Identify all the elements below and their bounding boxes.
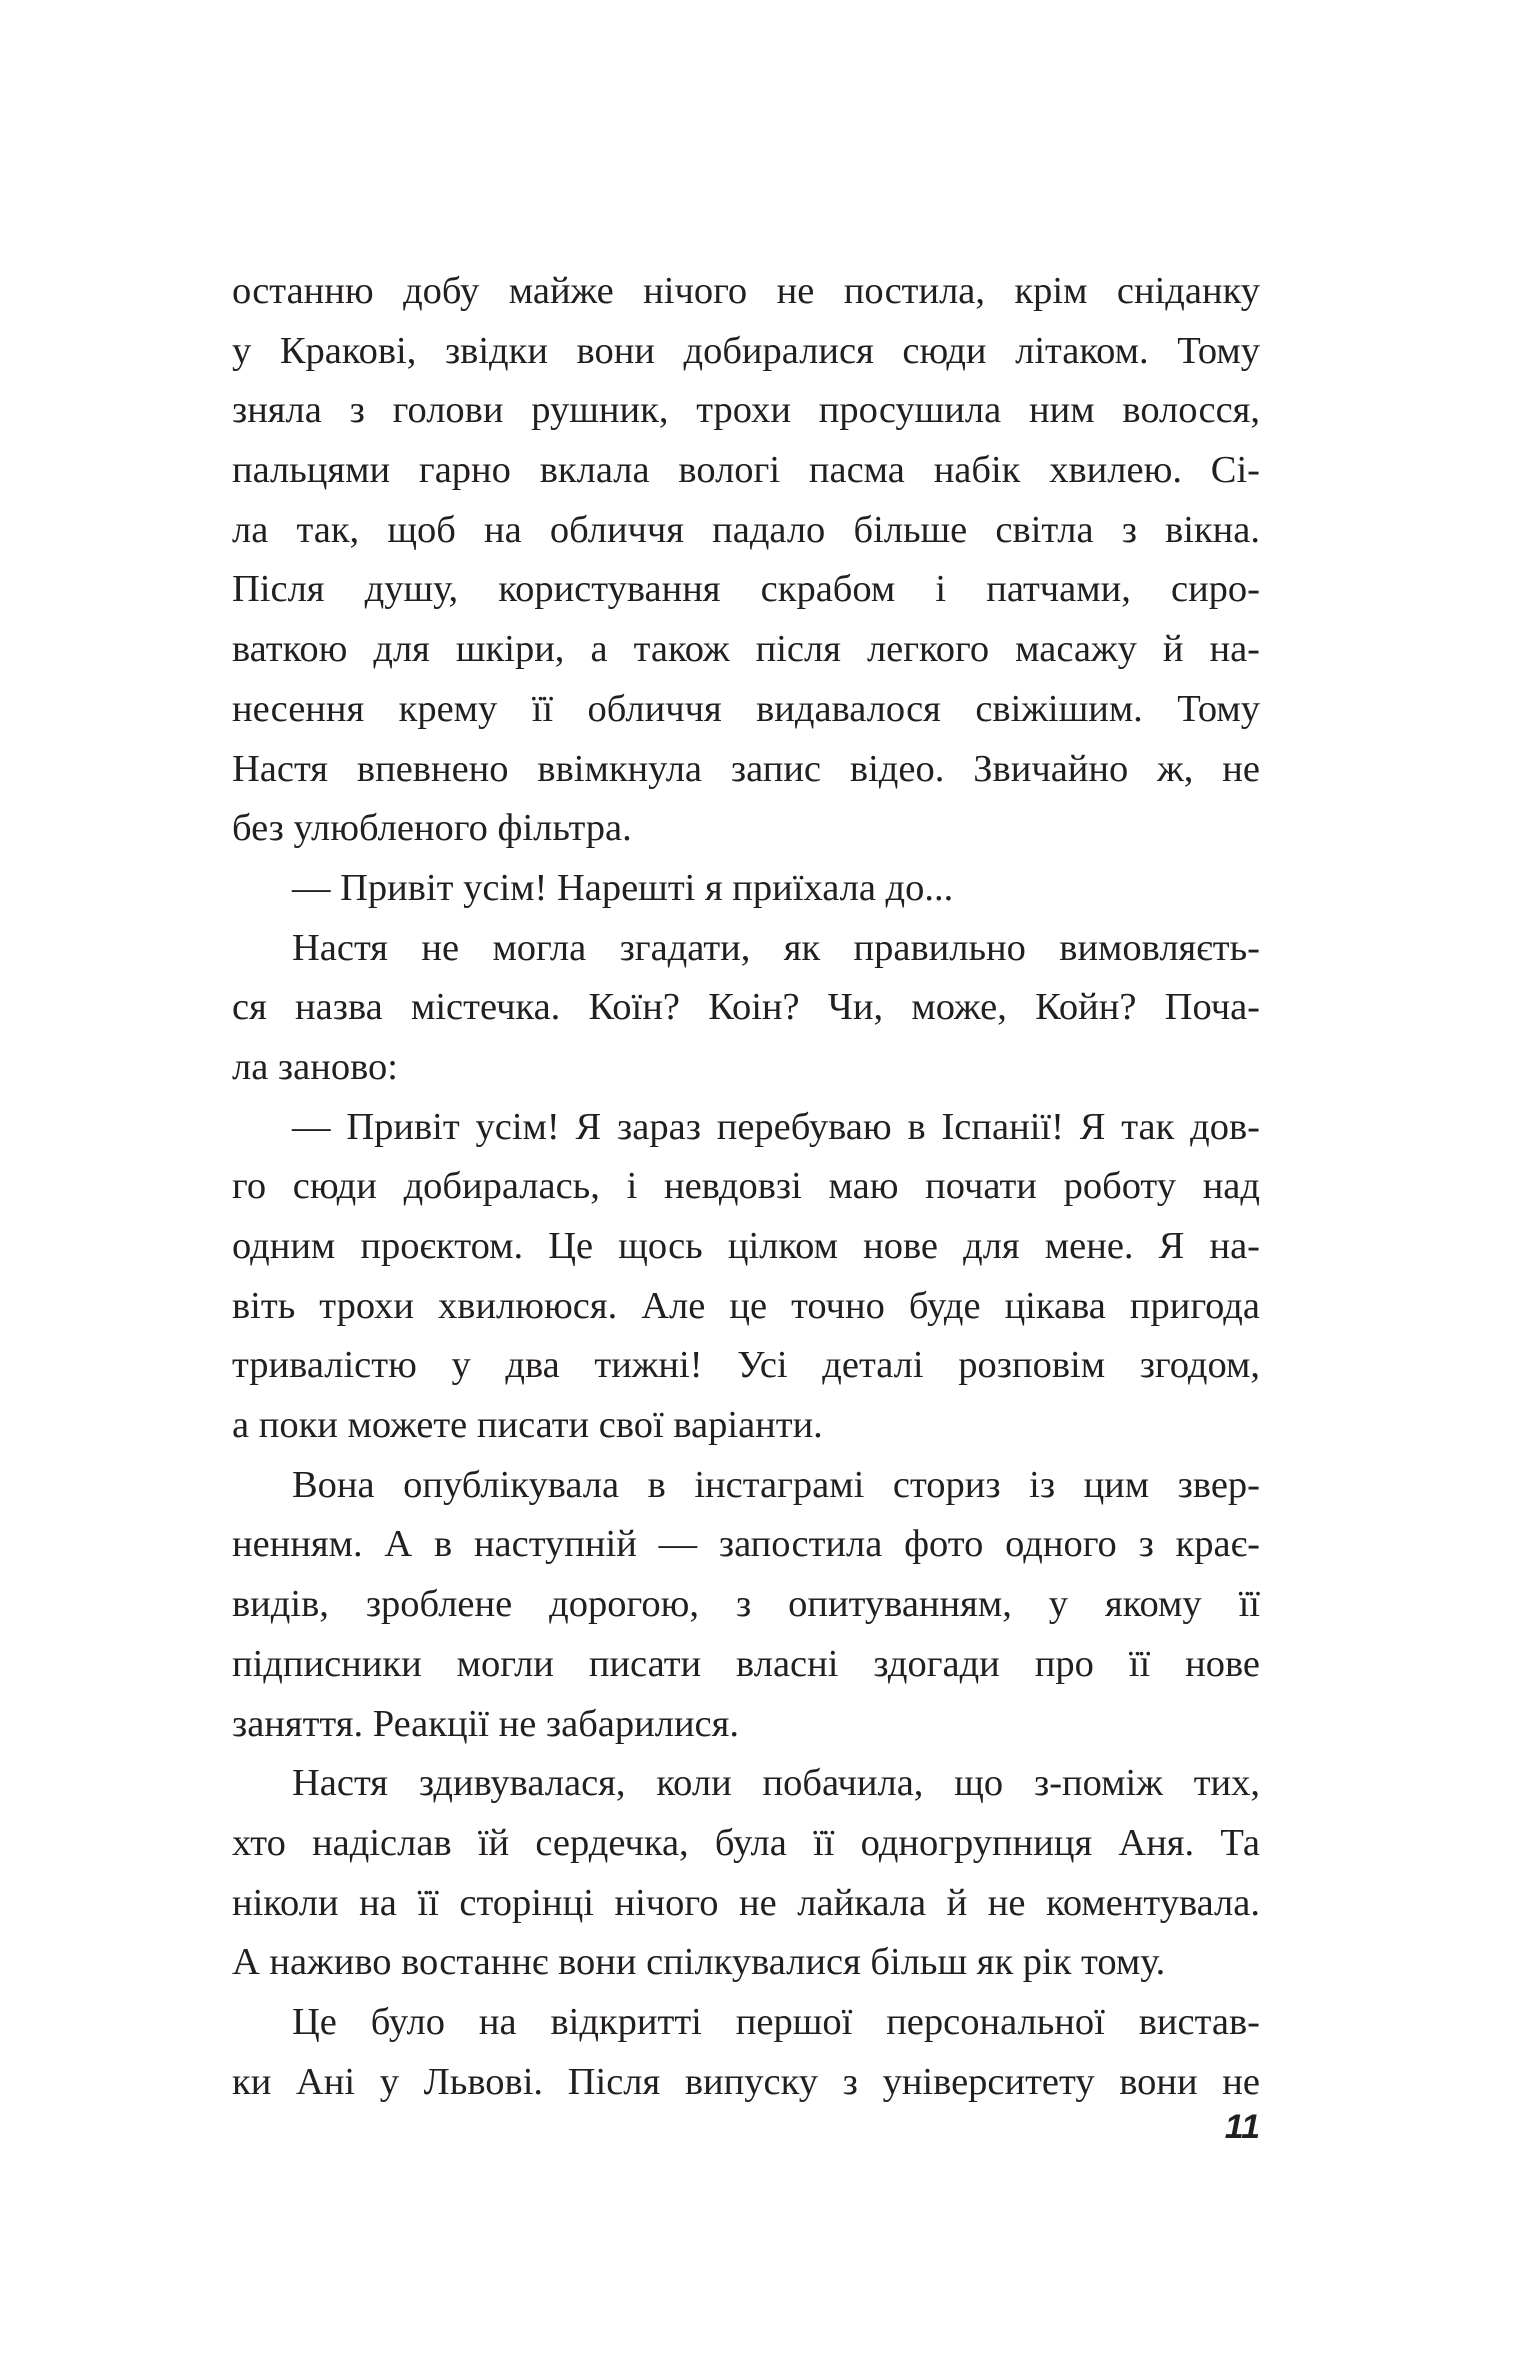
text-line: у Кракові, звідки вони добиралися сюди літаком. Тому (232, 329, 1260, 372)
text-line: Після душу, користування скрабом і патчами, сиро- (232, 568, 1260, 611)
text-line: ненням. А в наступній — запостила фото одного з крає- (232, 1523, 1260, 1566)
text-line: зняла з голови рушник, трохи просушила ним волосся, (232, 389, 1260, 432)
text-line: ваткою для шкіри, а також після легкого масажу й на- (232, 628, 1260, 671)
text-line: го сюди добиралась, і невдовзі маю почати роботу над (232, 1165, 1260, 1208)
text-line: заняття. Реакції не забарилися. (232, 1702, 739, 1745)
text-line: тривалістю у два тижні! Усі деталі розповім згодом, (232, 1344, 1260, 1387)
text-line: ла заново: (232, 1045, 398, 1088)
text-line: ся назва містечка. Коїн? Коін? Чи, може, Койн? Поча- (232, 986, 1260, 1029)
paragraph-start: Настя не могла згадати, як правильно вимовляєть- (292, 926, 1260, 969)
text-line: ки Ані у Львові. Після випуску з університету вони не (232, 2060, 1260, 2103)
text-line: а поки можете писати свої варіанти. (232, 1404, 823, 1447)
dialogue-line: — Привіт усім! Я зараз перебуваю в Іспанії! Я так дов- (292, 1105, 1260, 1148)
text-line: без улюбленого фільтра. (232, 807, 632, 850)
text-line: останню добу майже нічого не постила, крім сніданку (232, 270, 1260, 312)
text-line: пальцями гарно вклала вологі пасма набік хвилею. Сі- (232, 449, 1260, 492)
text-line: одним проєктом. Це щось цілком нове для мене. Я на- (232, 1225, 1260, 1267)
text-line: А наживо востаннє вони спілкувалися більш як рік тому. (232, 1941, 1166, 1984)
text-line: ніколи на її сторінці нічого не лайкала й не коментувала. (232, 1881, 1260, 1924)
paragraph-start: Вона опублікувала в інстаграмі сториз із цим звер- (292, 1463, 1260, 1506)
text-line: підписники могли писати власні здогади про її нове (232, 1642, 1260, 1685)
page-number: 11 (1224, 2108, 1260, 2146)
body-text (232, 262, 1260, 2112)
paragraph-start: Це було на відкритті першої персональної вистав- (292, 2000, 1260, 2043)
text-line: віть трохи хвилююся. Але це точно буде цікава пригода (232, 1284, 1260, 1327)
text-line: Настя впевнено ввімкнула запис відео. Звичайно ж, не (232, 747, 1260, 790)
text-line: хто надіслав їй сердечка, була її одногрупниця Аня. Та (232, 1821, 1260, 1864)
text-line: несення крему її обличчя видавалося свіжішим. Тому (232, 687, 1260, 730)
text-line: ла так, щоб на обличчя падало більше світла з вікна. (232, 508, 1260, 551)
dialogue-line: — Привіт усім! Нарешті я приїхала до... (292, 866, 954, 909)
paragraph-start: Настя здивувалася, коли побачила, що з-поміж тих, (292, 1762, 1260, 1805)
text-line: видів, зроблене дорогою, з опитуванням, у якому її (232, 1583, 1260, 1626)
